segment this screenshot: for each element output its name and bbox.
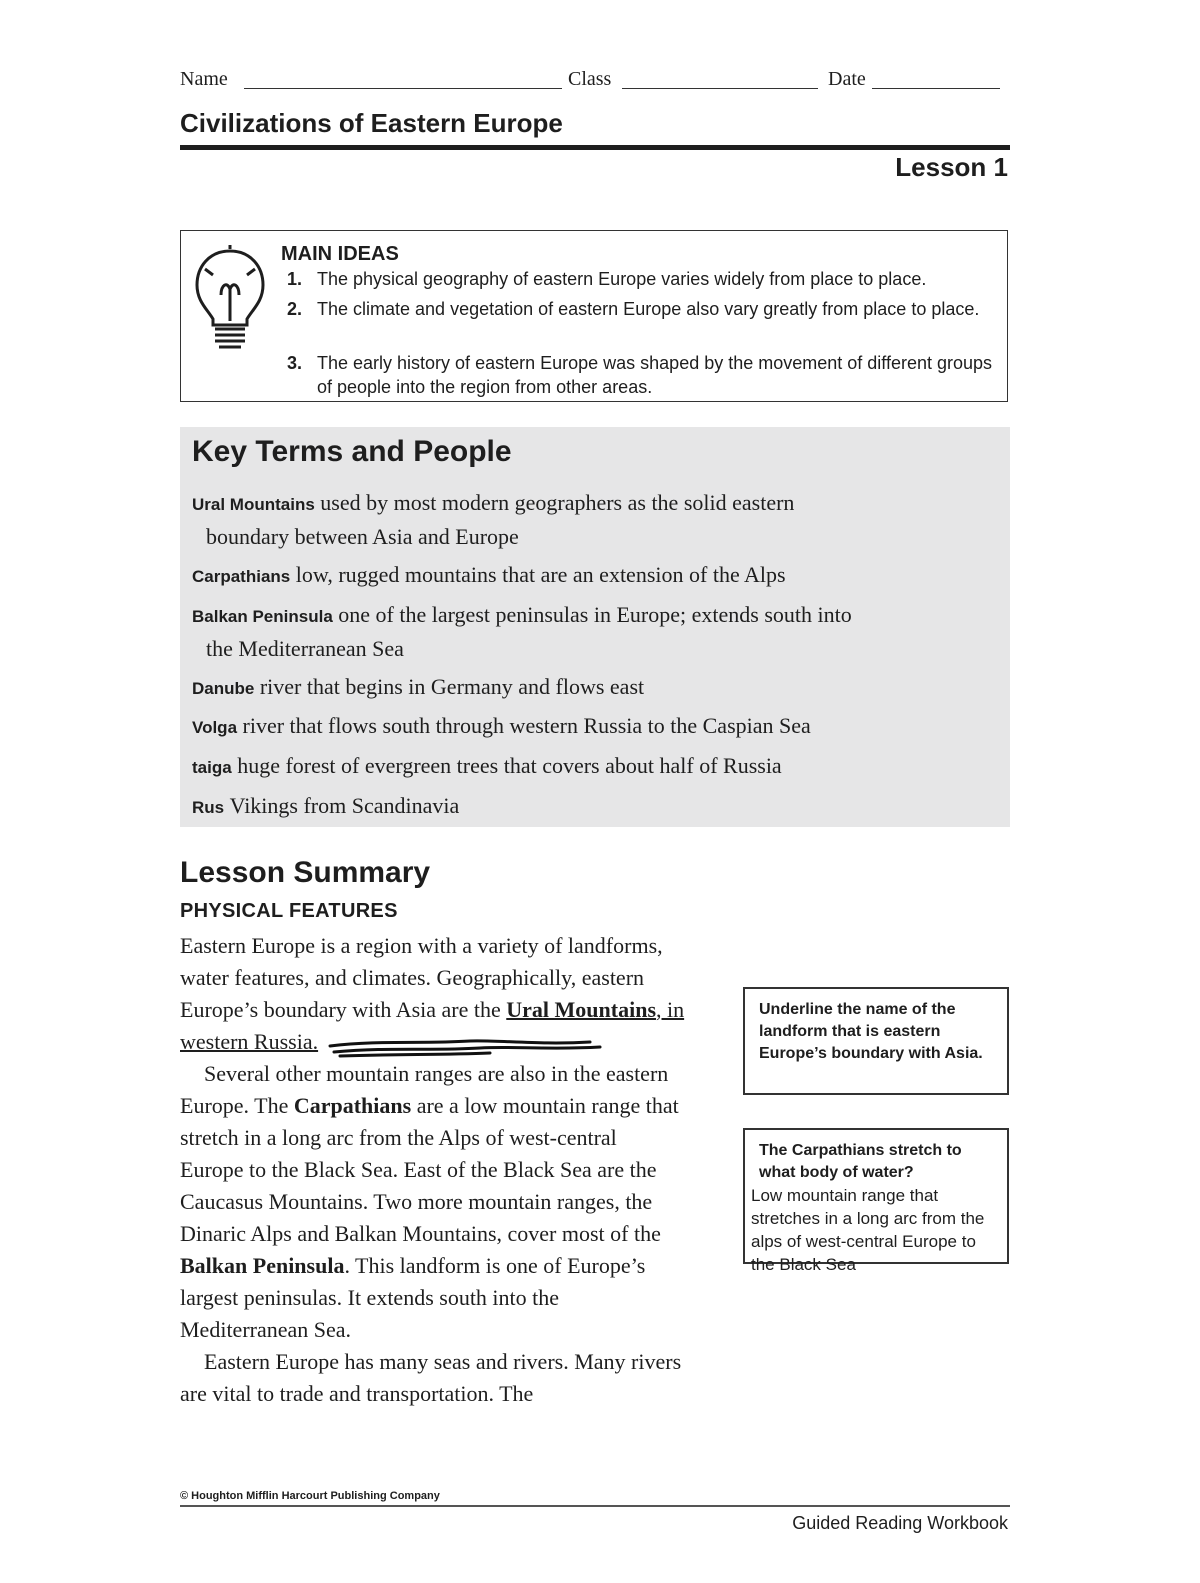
key-term-item (192, 599, 992, 665)
main-idea-2 (287, 297, 999, 321)
main-idea-text: The early history of eastern Europe was shaped by the movement of different groups of people into the region from other areas. (317, 353, 993, 397)
key-term-definition-cont: boundary between Asia and Europe (206, 524, 519, 549)
key-term-item (192, 750, 992, 784)
key-term-item (192, 559, 992, 593)
carpathians-answer-field[interactable]: Low mountain range that stretches in a long arc from the alps of west-central Europe to the Black Sea (751, 1186, 985, 1274)
summary-text (180, 930, 685, 1410)
footer-rule (180, 1505, 1010, 1507)
ural-mountains-keyword[interactable]: Ural Mountains (506, 997, 657, 1022)
key-term-name: Volga (192, 718, 238, 737)
key-term-name: Ural Mountains (192, 495, 315, 514)
main-idea-number: 3. (287, 353, 303, 373)
carpathians-question-box (743, 1128, 1009, 1274)
key-term-name: taiga (192, 758, 232, 777)
key-term-item (192, 671, 992, 705)
main-idea-number: 2. (287, 299, 303, 319)
summary-paragraph-2 (180, 1058, 685, 1346)
key-term-definition-cont: the Mediterranean Sea (206, 636, 404, 661)
main-idea-text: The physical geography of eastern Europe varies widely from place to place. (317, 269, 927, 289)
physical-features-heading: PHYSICAL FEATURES (180, 900, 398, 922)
title-rule (180, 145, 1010, 150)
name-label: Name (180, 68, 228, 90)
key-term-definition: low, rugged mountains that are an extension of the Alps (295, 562, 786, 587)
key-term-definition: huge forest of evergreen trees that covers about half of Russia (237, 753, 782, 778)
key-term-item (192, 487, 992, 553)
key-terms-box (180, 427, 1010, 827)
key-term-definition: used by most modern geographers as the solid eastern (320, 490, 795, 515)
underline-prompt-box (743, 987, 1009, 1095)
key-term-item (192, 790, 992, 824)
summary-text-run: . This landform is one of Europe’s largest peninsulas. It extends south into the Mediterranean Sea. (180, 1253, 646, 1342)
main-idea-text: The climate and vegetation of eastern Europe also vary greatly from place to place. (317, 299, 980, 319)
class-field[interactable] (622, 88, 818, 89)
key-term-name: Rus (192, 798, 225, 817)
summary-text-run: , in western Russia. (180, 997, 685, 1054)
key-terms-heading: Key Terms and People (192, 435, 512, 468)
key-term-item (192, 710, 992, 744)
main-idea-3 (287, 351, 999, 399)
key-term-definition: river that begins in Germany and flows east (259, 674, 645, 699)
lightbulb-icon (191, 245, 269, 357)
summary-paragraph-3: Eastern Europe has many seas and rivers. Many rivers are vital to trade and transportation. The (180, 1349, 682, 1406)
class-label: Class (568, 68, 612, 90)
key-term-name: Carpathians (192, 567, 291, 586)
lesson-summary-heading: Lesson Summary (180, 856, 431, 889)
summary-text-run: Eastern Europe is a region with a variety of landforms, water features, and climates. Geographically, eastern Europe’s boundary with Asia are the (180, 933, 663, 1022)
copyright-notice: © Houghton Mifflin Harcourt Publishing Company (180, 1490, 440, 1502)
date-label: Date (828, 68, 866, 90)
key-term-definition: river that flows south through western Russia to the Caspian Sea (242, 713, 811, 738)
main-idea-1 (287, 267, 999, 291)
key-term-definition: Vikings from Scandinavia (229, 793, 460, 818)
key-term-name: Danube (192, 679, 255, 698)
key-term-name: Balkan Peninsula (192, 607, 333, 626)
summary-text-run: are a low mountain range that stretch in a long arc from the Alps of west-central Europe to the Black Sea. East of the Black Sea are the Caucasus Mountains. Two more mountain ranges, the Dinaric Alps and Balkan Mountains, cover most of the (180, 1093, 679, 1246)
lesson-label: Lesson 1 (895, 152, 1008, 182)
name-field[interactable] (244, 88, 562, 89)
main-ideas-heading: MAIN IDEAS (281, 243, 399, 265)
carpathians-prompt: The Carpathians stretch to what body of water? (759, 1142, 962, 1181)
pen-scribble-mark (300, 1032, 670, 1062)
main-idea-number: 1. (287, 269, 303, 289)
summary-text-run: Several other mountain ranges are also in the eastern Europe. The (180, 1061, 669, 1118)
balkan-peninsula-keyword: Balkan Peninsula (180, 1253, 345, 1278)
key-term-definition: one of the largest peninsulas in Europe; extends south into (338, 602, 852, 627)
worksheet-title: Civilizations of Eastern Europe (180, 108, 563, 138)
date-field[interactable] (872, 88, 1000, 89)
underline-prompt: Underline the name of the landform that is eastern Europe’s boundary with Asia. (759, 1001, 983, 1062)
carpathians-keyword: Carpathians (293, 1093, 412, 1118)
main-ideas-box (180, 230, 1008, 402)
header-row (180, 66, 1010, 94)
workbook-label: Guided Reading Workbook (792, 1513, 1008, 1533)
